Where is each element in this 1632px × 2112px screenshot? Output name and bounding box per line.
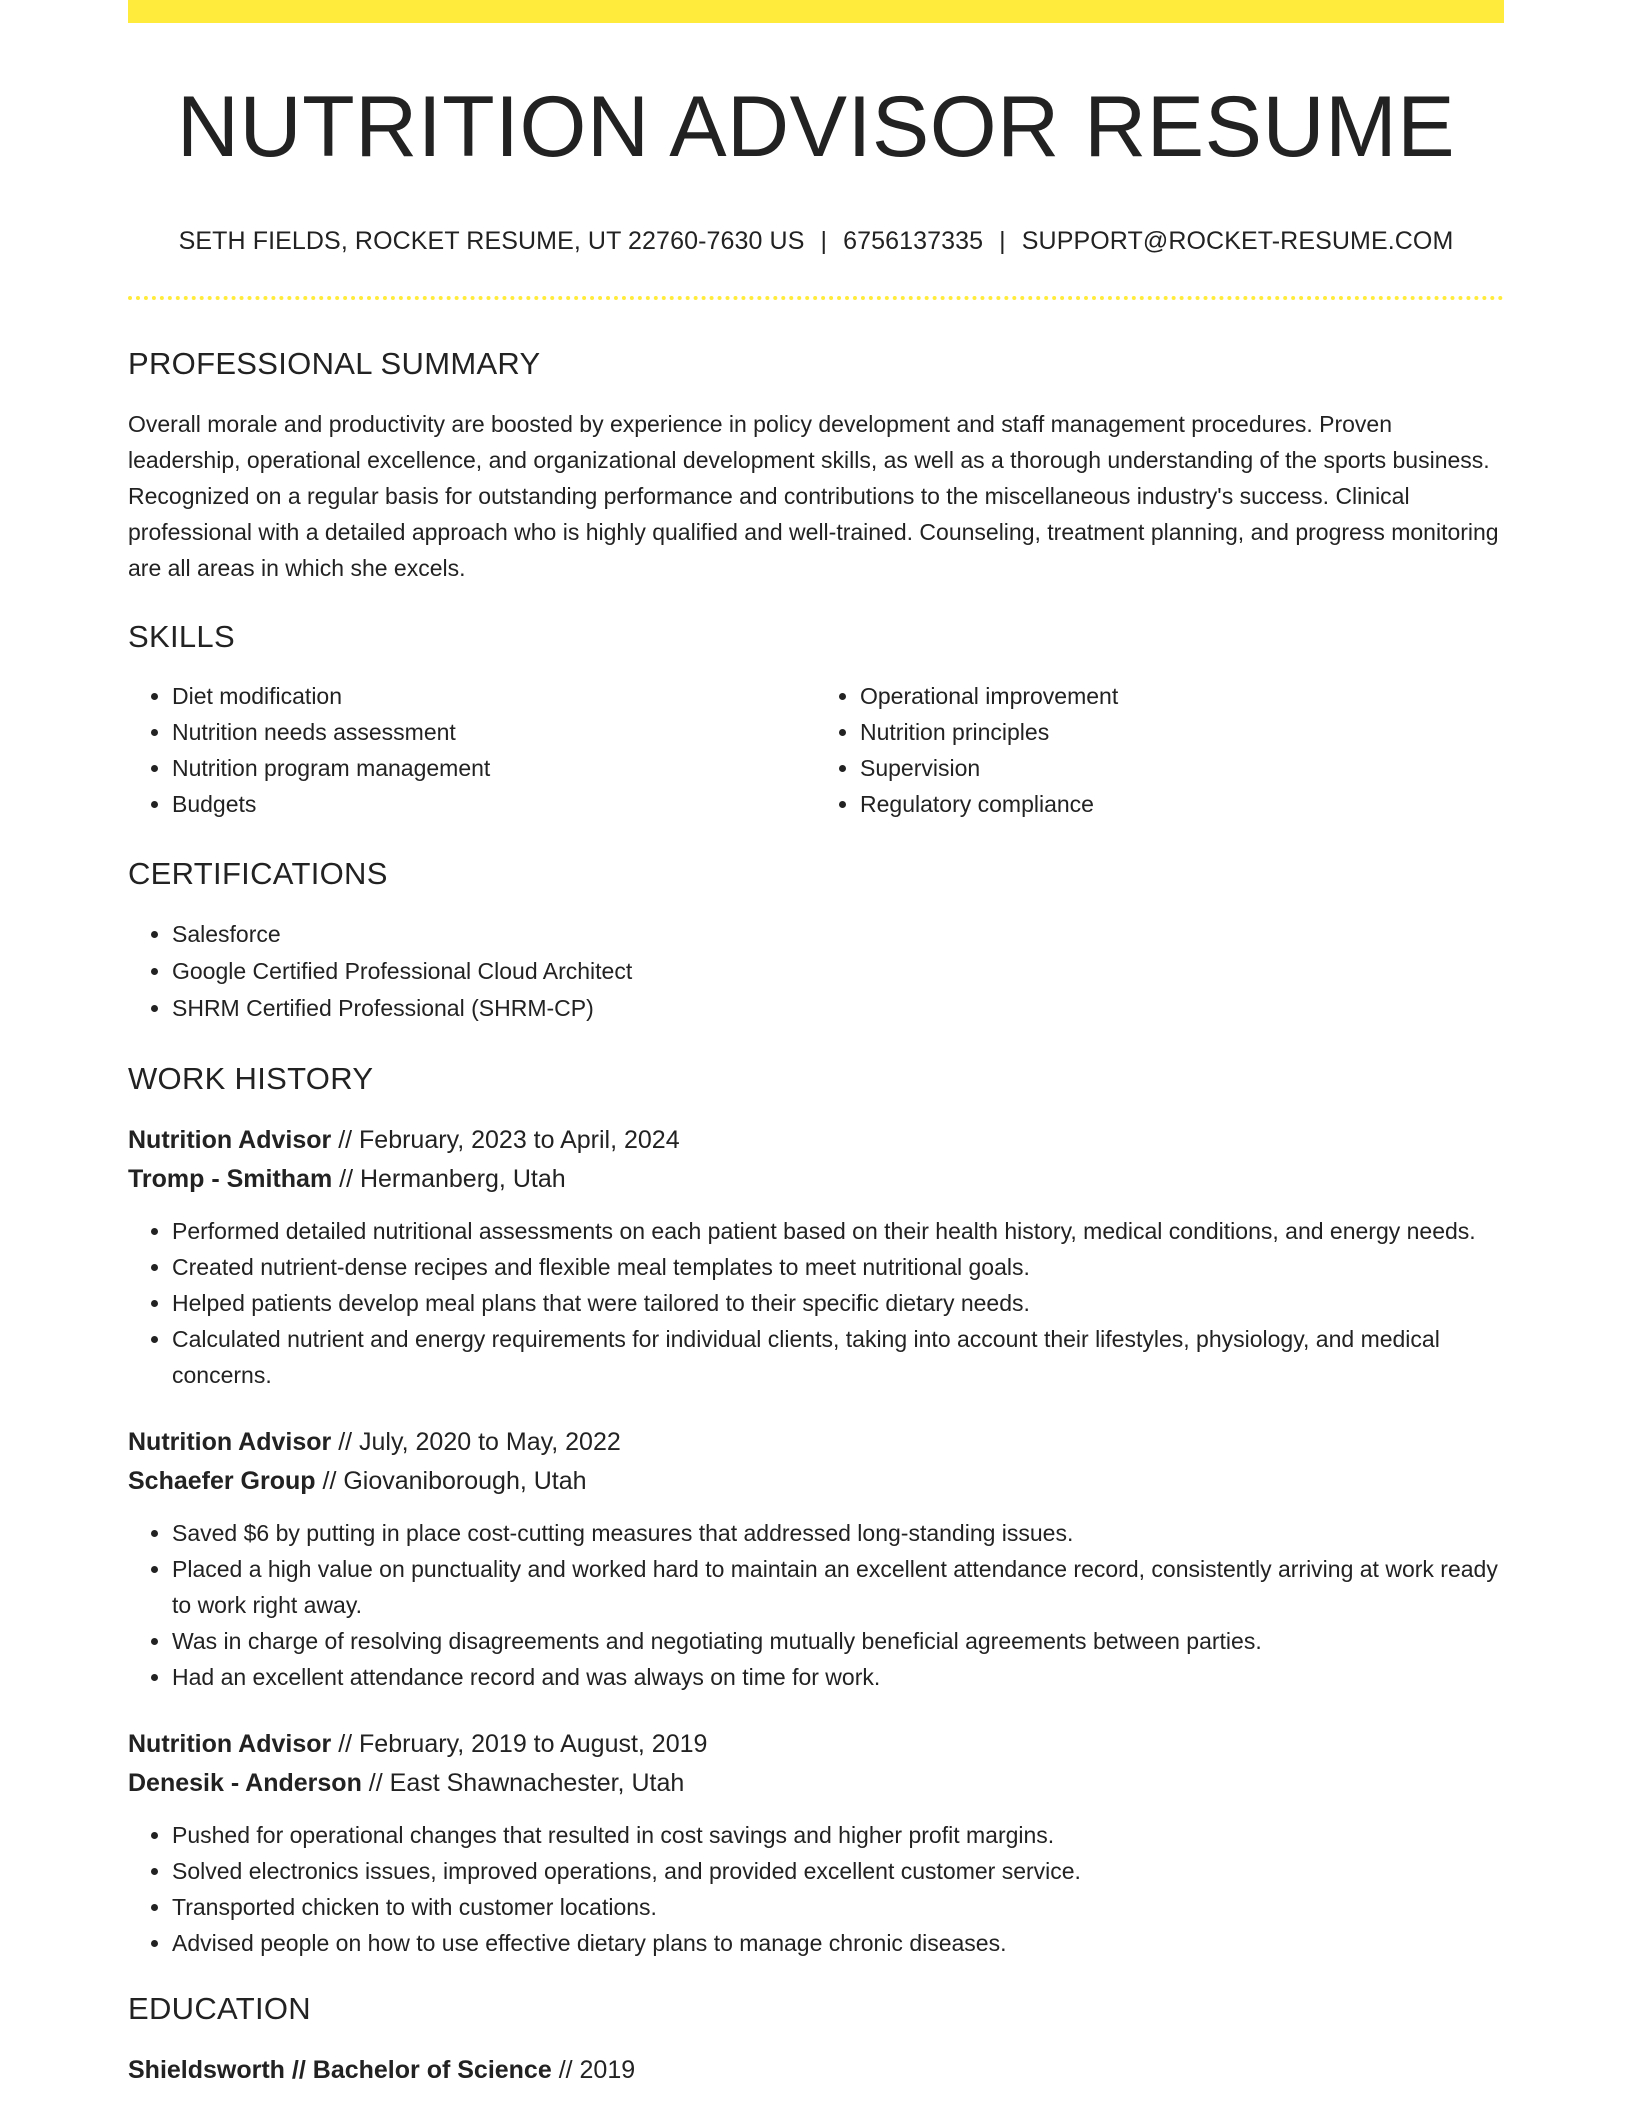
job-company-line (128, 1160, 1504, 1199)
job-dates: // February, 2019 to August, 2019 (331, 1729, 708, 1758)
job-entry (128, 1423, 1504, 1695)
work-history-section (128, 1060, 1504, 1961)
job-bullets (128, 1515, 1504, 1695)
job-title-line (128, 1725, 1504, 1764)
certification-item: • Google Certified Professional Cloud Architect (172, 953, 1504, 990)
job-bullet: • Advised people on how to use effective dietary plans to manage chronic diseases. (172, 1925, 1504, 1961)
education-separator: // (284, 2055, 313, 2084)
skill-item: • Nutrition principles (860, 714, 1504, 750)
job-company: Denesik - Anderson (128, 1768, 362, 1797)
job-bullet: • Had an excellent attendance record and was always on time for work. (172, 1659, 1504, 1695)
dotted-divider (128, 296, 1504, 300)
job-location: // East Shawnachester, Utah (361, 1768, 685, 1797)
summary-heading: PROFESSIONAL SUMMARY (128, 346, 541, 381)
job-bullet: • Calculated nutrient and energy requirements for individual clients, taking into account their lifestyles, physiology, and medical concerns. (172, 1321, 1504, 1393)
job-bullets (128, 1213, 1504, 1393)
certification-item: • Salesforce (172, 916, 1504, 953)
skills-list-left (128, 678, 816, 822)
certifications-list (128, 916, 1504, 1027)
resume-page (128, 0, 1504, 2090)
job-bullet: • Pushed for operational changes that resulted in cost savings and higher profit margins. (172, 1817, 1504, 1853)
job-entry (128, 1725, 1504, 1961)
contact-separator: | (820, 227, 828, 255)
job-bullet: • Transported chicken to with customer locations. (172, 1889, 1504, 1925)
education-year: // 2019 (551, 2055, 636, 2084)
contact-email: SUPPORT@ROCKET-RESUME.COM (1021, 227, 1454, 255)
certifications-section (128, 855, 1504, 1026)
accent-bar (128, 0, 1504, 23)
skills-grid (128, 678, 1504, 822)
job-bullet: • Was in charge of resolving disagreements and negotiating mutually beneficial agreements between parties. (172, 1623, 1504, 1659)
job-location: // Hermanberg, Utah (332, 1164, 566, 1193)
skill-item: • Budgets (172, 786, 816, 822)
work-history-heading: WORK HISTORY (128, 1060, 374, 1096)
job-company-line (128, 1462, 1504, 1501)
education-section (128, 1990, 1504, 2090)
skill-item: • Diet modification (172, 678, 816, 714)
summary-section (128, 345, 1504, 586)
resume-title: NUTRITION ADVISOR RESUME (176, 79, 1456, 175)
skills-heading: SKILLS (128, 619, 235, 655)
skill-item: • Nutrition needs assessment (172, 714, 816, 750)
skill-item: • Regulatory compliance (860, 786, 1504, 822)
job-dates: // February, 2023 to April, 2024 (331, 1125, 680, 1154)
job-title: Nutrition Advisor (128, 1427, 332, 1456)
skills-section (128, 618, 1504, 822)
skill-item: • Supervision (860, 750, 1504, 786)
education-entry (128, 2051, 1504, 2090)
contact-address: SETH FIELDS, ROCKET RESUME, UT 22760-7630 US (178, 227, 805, 255)
job-title-line (128, 1121, 1504, 1160)
job-bullet: • Performed detailed nutritional assessments on each patient based on their health history, medical conditions, and energy needs. (172, 1213, 1504, 1249)
education-degree: Bachelor of Science (312, 2055, 552, 2084)
certification-item: • SHRM Certified Professional (SHRM-CP) (172, 990, 1504, 1027)
job-company: Schaefer Group (128, 1466, 316, 1495)
certifications-heading: CERTIFICATIONS (128, 856, 388, 892)
job-entry (128, 1121, 1504, 1393)
skills-list-right (816, 678, 1504, 822)
contact-phone: 6756137335 (843, 227, 984, 255)
job-company-line (128, 1764, 1504, 1803)
contact-separator: | (999, 227, 1006, 255)
job-title: Nutrition Advisor (128, 1729, 332, 1758)
job-bullets (128, 1817, 1504, 1961)
job-title: Nutrition Advisor (128, 1125, 332, 1154)
job-bullet: • Solved electronics issues, improved operations, and provided excellent customer service. (172, 1853, 1504, 1889)
skill-item: • Operational improvement (860, 678, 1504, 714)
job-company: Tromp - Smitham (128, 1164, 333, 1193)
job-bullet: • Placed a high value on punctuality and worked hard to maintain an excellent attendance record, consistently arriving at work ready to work right away. (172, 1551, 1504, 1623)
job-bullet: • Created nutrient-dense recipes and flexible meal templates to meet nutritional goals. (172, 1249, 1504, 1285)
job-location: // Giovaniborough, Utah (315, 1466, 587, 1495)
job-bullet: • Helped patients develop meal plans that were tailored to their specific dietary needs. (172, 1285, 1504, 1321)
job-title-line (128, 1423, 1504, 1462)
job-dates: // July, 2020 to May, 2022 (331, 1427, 621, 1456)
education-heading: EDUCATION (128, 1990, 311, 2026)
skill-item: • Nutrition program management (172, 750, 816, 786)
summary-text: Overall morale and productivity are boosted by experience in policy development and staff management procedures. Proven leadership, operational excellence, and organizational development skills, as well as a thorough understanding of the sports business. Recognized on a regular basis for outstanding performance and contributions to the miscellaneous industry's success. Clinical professional with a detailed approach who is highly qualified and well-trained. Counseling, treatment planning, and progress monitoring are all areas in which she excels. (128, 411, 1499, 582)
education-school: Shieldsworth (128, 2055, 285, 2084)
job-bullet: • Saved $6 by putting in place cost-cutting measures that addressed long-standing issues. (172, 1515, 1504, 1551)
contact-line (128, 226, 1504, 256)
